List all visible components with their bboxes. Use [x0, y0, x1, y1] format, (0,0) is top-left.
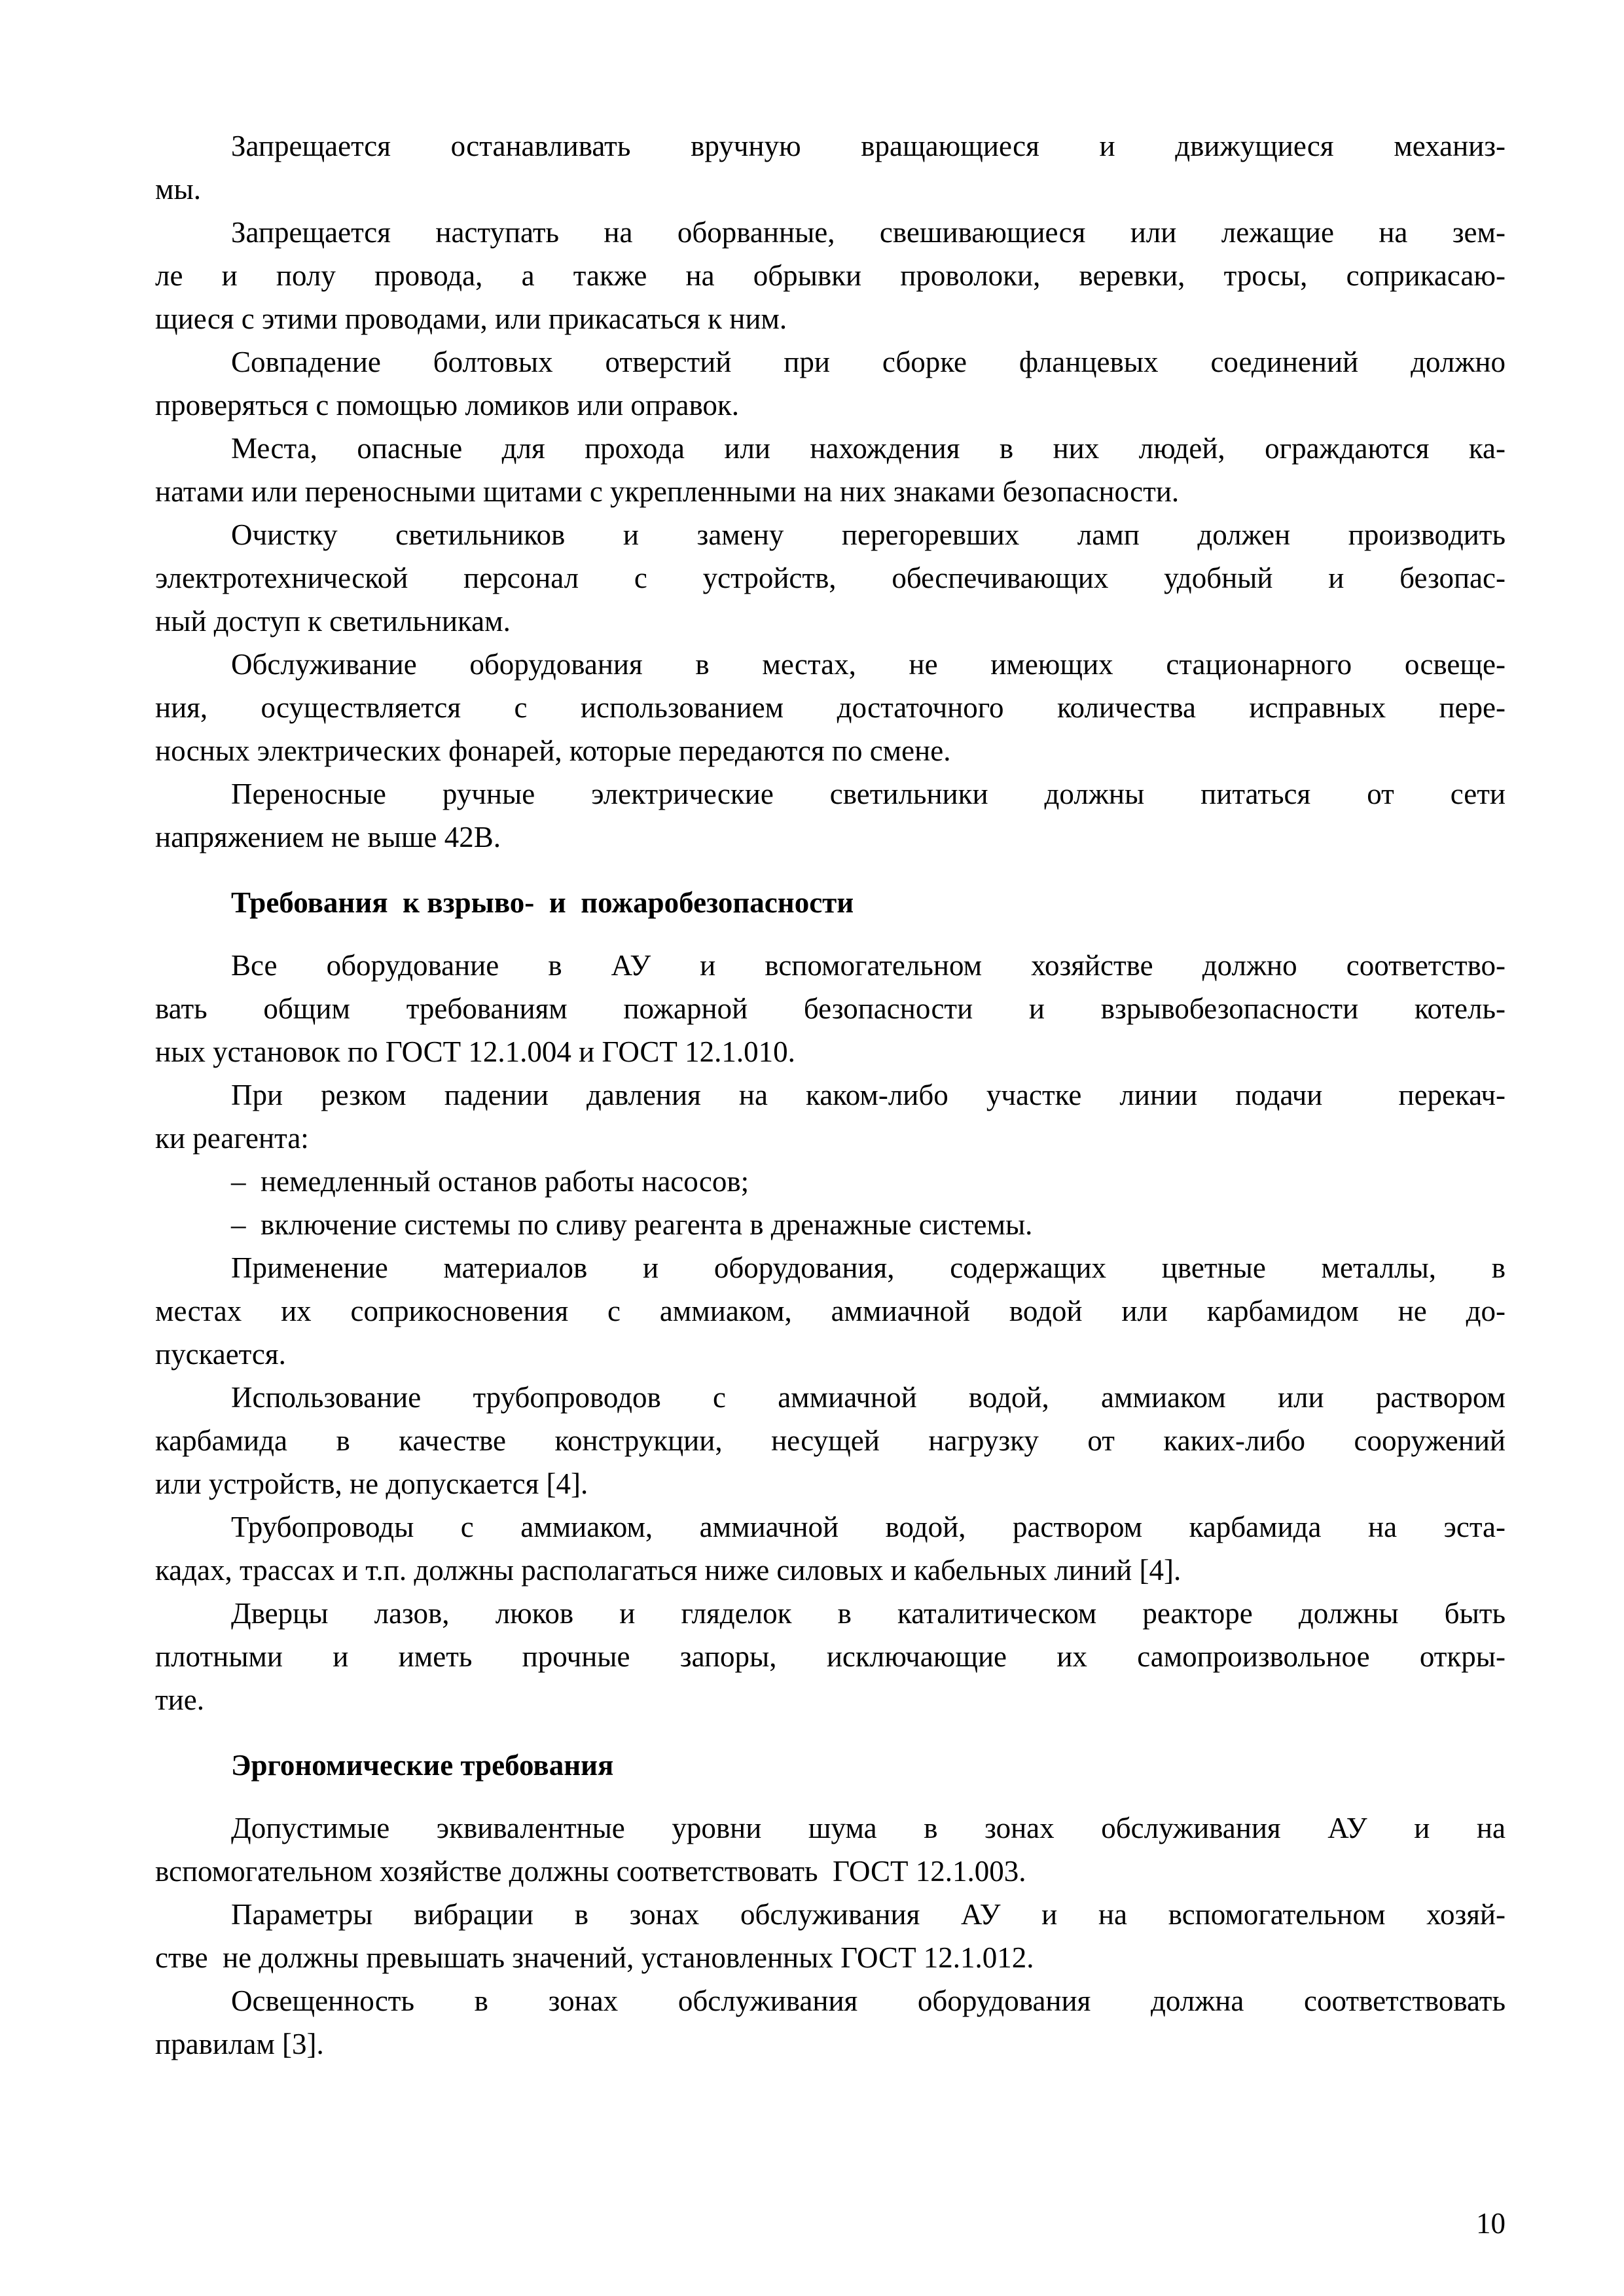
- text-line: пускается.: [155, 1338, 286, 1371]
- text-line: Все оборудование в АУ и вспомогательном хозяйстве должно соответство-: [231, 949, 1506, 982]
- paragraph: [155, 1806, 1506, 1893]
- text-line: Освещенность в зонах обслуживания оборудования должна соответствовать: [231, 1984, 1506, 2017]
- text-line: Запрещается останавливать вручную вращающиеся и движущиеся механиз-: [231, 130, 1506, 162]
- list-item: [155, 1203, 1506, 1246]
- paragraph: [155, 124, 1506, 211]
- paragraph: [155, 1376, 1506, 1505]
- paragraph: [155, 211, 1506, 340]
- paragraph: [155, 340, 1506, 427]
- document-body: [155, 124, 1506, 2066]
- text-line: ния, осуществляется с использованием достаточного количества исправных пере-: [155, 691, 1506, 724]
- text-line: ле и полу провода, а также на обрывки проволоки, веревки, тросы, соприкасаю-: [155, 259, 1506, 292]
- paragraph: [155, 1893, 1506, 1979]
- section-heading: [155, 881, 1506, 924]
- text-line: стве не должны превышать значений, установленных ГОСТ 12.1.012.: [155, 1941, 1034, 1974]
- text-line: или устройств, не допускается [4].: [155, 1467, 588, 1500]
- section-heading: [155, 1744, 1506, 1787]
- text-line: правилам [3].: [155, 2028, 324, 2060]
- text-line: местах их соприкосновения с аммиаком, аммиачной водой или карбамидом не до-: [155, 1295, 1506, 1327]
- text-line: Обслуживание оборудования в местах, не имеющих стационарного освеще-: [231, 648, 1506, 681]
- paragraph: [155, 1505, 1506, 1592]
- text-line: При резком падении давления на каком-либо участке линии подачи перекач-: [231, 1079, 1506, 1111]
- text-line: ных установок по ГОСТ 12.1.004 и ГОСТ 12.1.010.: [155, 1035, 795, 1068]
- text-line: кадах, трассах и т.п. должны располагаться ниже силовых и кабельных линий [4].: [155, 1554, 1182, 1587]
- text-line: Дверцы лазов, люков и гляделок в каталитическом реакторе должны быть: [231, 1597, 1506, 1630]
- text-line: плотными и иметь прочные запоры, исключающие их самопроизвольное откры-: [155, 1640, 1506, 1673]
- text-line: карбамида в качестве конструкции, несущей нагрузку от каких-либо сооружений: [155, 1424, 1506, 1457]
- page-number: 10: [1476, 2207, 1506, 2240]
- text-line: тие.: [155, 1683, 204, 1716]
- text-line: Параметры вибрации в зонах обслуживания АУ и на вспомогательном хозяй-: [231, 1898, 1506, 1931]
- text-line: Требования к взрыво- и пожаробезопасности: [231, 886, 854, 919]
- paragraph: [155, 1246, 1506, 1376]
- paragraph: [155, 944, 1506, 1073]
- text-line: ки реагента:: [155, 1122, 309, 1155]
- text-line: Переносные ручные электрические светильники должны питаться от сети: [231, 778, 1506, 810]
- paragraph: [155, 643, 1506, 772]
- paragraph: [155, 772, 1506, 859]
- text-line: Трубопроводы с аммиаком, аммиачной водой, раствором карбамида на эста-: [231, 1511, 1506, 1543]
- text-line: ный доступ к светильникам.: [155, 605, 511, 637]
- text-line: Допустимые эквивалентные уровни шума в зонах обслуживания АУ и на: [231, 1812, 1506, 1844]
- paragraph: [155, 1073, 1506, 1160]
- text-line: вспомогательном хозяйстве должны соответствовать ГОСТ 12.1.003.: [155, 1855, 1026, 1888]
- text-line: – немедленный останов работы насосов;: [231, 1165, 749, 1198]
- text-line: Использование трубопроводов с аммиачной водой, аммиаком или раствором: [231, 1381, 1506, 1414]
- list-item: [155, 1160, 1506, 1203]
- text-line: вать общим требованиям пожарной безопасности и взрывобезопасности котель-: [155, 992, 1506, 1025]
- text-line: носных электрических фонарей, которые передаются по смене.: [155, 734, 951, 767]
- paragraph: [155, 513, 1506, 643]
- text-line: электротехнической персонал с устройств, обеспечивающих удобный и безопас-: [155, 562, 1506, 594]
- text-line: Места, опасные для прохода или нахождения в них людей, ограждаются ка-: [231, 432, 1506, 465]
- text-line: – включение системы по сливу реагента в дренажные системы.: [231, 1208, 1033, 1241]
- text-line: мы.: [155, 173, 201, 206]
- text-line: проверяться с помощью ломиков или оправок.: [155, 389, 740, 422]
- paragraph: [155, 1592, 1506, 1721]
- text-line: Запрещается наступать на оборванные, свешивающиеся или лежащие на зем-: [231, 216, 1506, 249]
- paragraph: [155, 1979, 1506, 2066]
- text-line: напряжением не выше 42В.: [155, 821, 501, 853]
- text-line: щиеся с этими проводами, или прикасаться к ним.: [155, 302, 787, 335]
- text-line: Эргономические требования: [231, 1749, 614, 1782]
- text-line: Очистку светильников и замену перегоревших ламп должен производить: [231, 518, 1506, 551]
- text-line: натами или переносными щитами с укрепленными на них знаками безопасности.: [155, 475, 1180, 508]
- text-line: Совпадение болтовых отверстий при сборке фланцевых соединений должно: [231, 346, 1506, 378]
- paragraph: [155, 427, 1506, 513]
- text-line: Применение материалов и оборудования, содержащих цветные металлы, в: [231, 1251, 1506, 1284]
